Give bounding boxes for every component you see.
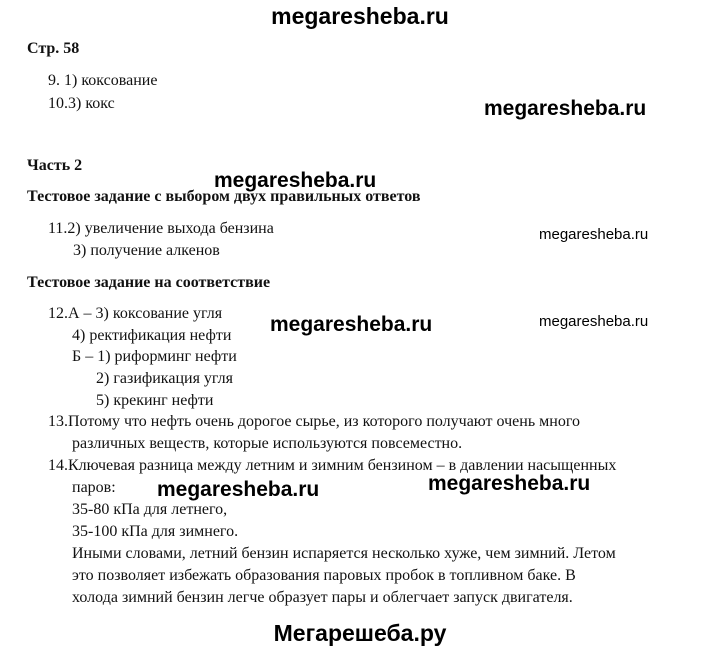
answer-12-line-4: 2) газификация угля xyxy=(96,370,234,387)
watermark-right-small-2: megaresheba.ru xyxy=(539,313,649,330)
watermark-right-1: megaresheba.ru xyxy=(484,97,647,120)
answer-13-line-1: 13.Потому что нефть очень дорогое сырье, из которого получают очень много xyxy=(48,413,580,430)
watermark-center-2: megaresheba.ru xyxy=(270,313,433,336)
answer-14-line-3: 35-80 кПа для летнего, xyxy=(72,501,228,518)
answer-14-line-4: 35-100 кПа для зимнего. xyxy=(72,523,239,540)
page-label: Стр. 58 xyxy=(27,40,80,57)
answer-12-line-1: 12.А – 3) коксование угля xyxy=(48,305,223,322)
answer-14-line-5: Иными словами, летний бензин испаряется несколько хуже, чем зимний. Летом xyxy=(72,545,616,562)
answer-14-line-2: паров: xyxy=(72,479,116,496)
answer-11-line-1: 11.2) увеличение выхода бензина xyxy=(48,220,274,237)
watermark-right-3: megaresheba.ru xyxy=(428,472,591,495)
watermark-top: megaresheba.ru xyxy=(271,3,449,29)
watermark-center-1: megaresheba.ru xyxy=(214,169,377,192)
answer-12-line-3: Б – 1) риформинг нефти xyxy=(72,348,237,365)
section1-title: Тестовое задание с выбором двух правильных ответов xyxy=(27,188,421,205)
answer-10: 10.3) кокс xyxy=(48,95,115,112)
answer-9: 9. 1) коксование xyxy=(48,72,158,89)
answer-13-line-2: различных веществ, которые используются повсеместно. xyxy=(72,435,463,452)
answer-14-line-1: 14.Ключевая разница между летним и зимним бензином – в давлении насыщенных xyxy=(48,457,617,474)
answer-12-line-5: 5) крекинг нефти xyxy=(96,392,214,409)
answer-14-line-6: это позволяет избежать образования паровых пробок в топливном баке. В xyxy=(72,567,576,584)
section2-title: Тестовое задание на соответствие xyxy=(27,274,271,291)
watermark-left-3: megaresheba.ru xyxy=(157,478,320,501)
answer-12-line-2: 4) ректификация нефти xyxy=(72,327,232,344)
answer-11-line-2: 3) получение алкенов xyxy=(73,242,220,259)
watermark-right-small-1: megaresheba.ru xyxy=(539,226,649,243)
answer-14-line-7: холода зимний бензин легче образует пары и облегчает запуск двигателя. xyxy=(72,589,573,606)
watermark-bottom: Мегарешеба.ру xyxy=(273,620,447,646)
part2-title: Часть 2 xyxy=(27,157,83,174)
